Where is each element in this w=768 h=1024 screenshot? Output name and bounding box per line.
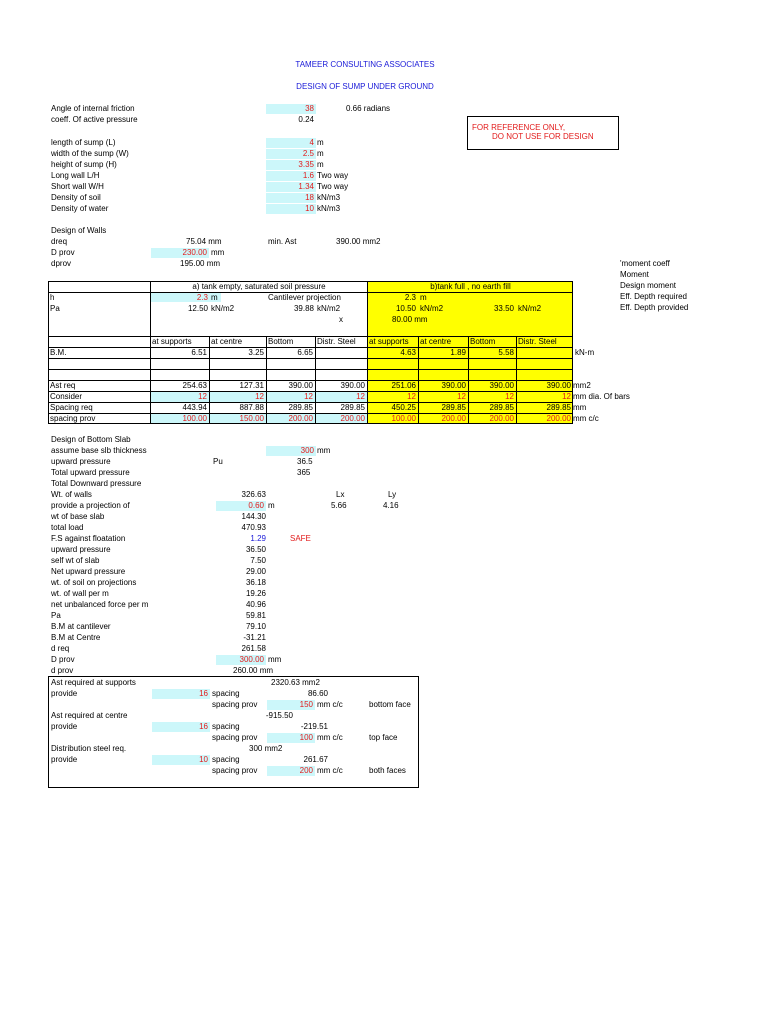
col-a-distr: Distr. Steel	[317, 337, 356, 346]
ka-label: coeff. Of active pressure	[51, 115, 138, 124]
lx-label: Lx	[336, 490, 345, 499]
spprov-unit: mm c/c	[573, 414, 599, 423]
face-3: both faces	[369, 766, 406, 775]
bm-b-supports: 4.63	[400, 348, 416, 357]
legend-design-moment: Design moment	[620, 281, 677, 290]
consider-label: Consider	[50, 392, 83, 401]
pa-a2: 39.88	[293, 304, 314, 313]
water-density-value[interactable]: 10	[266, 204, 316, 214]
height-label: height of sump (H)	[51, 160, 117, 169]
spprov-b-distr[interactable]: 200.00	[546, 414, 571, 423]
pa-a1: 12.50	[187, 304, 208, 313]
D-prov-value[interactable]: 300.00	[216, 655, 266, 665]
soil-density-label: Density of soil	[51, 193, 101, 202]
spacing-prov-3[interactable]: 200	[267, 766, 315, 776]
spacing-prov-label: spacing prov	[212, 700, 258, 709]
pa-label: Pa	[50, 304, 60, 313]
ast-centre-value: -915.50	[265, 711, 293, 720]
assume-unit: mm	[317, 446, 331, 455]
bm-a-bottom: 6.65	[297, 348, 313, 357]
ast-a-bottom: 390.00	[288, 381, 313, 390]
pa-b3: 80.00 mm	[392, 315, 428, 324]
h-a-unit: m	[211, 293, 218, 302]
spacing-prov-2[interactable]: 100	[267, 733, 315, 743]
distribution-value: 300 mm2	[249, 744, 283, 753]
projection-label: provide a projection of	[51, 501, 130, 510]
spreq-b-distr: 289.85	[546, 403, 571, 412]
slab-row-label: B.M at Centre	[51, 633, 101, 642]
spreq-a-supports: 443.94	[182, 403, 207, 412]
spacing-label: spacing	[212, 755, 240, 764]
provide-3-spacing: 261.67	[303, 755, 328, 764]
slab-row-value: -31.21	[243, 633, 266, 642]
slab-row-label: total load	[51, 523, 84, 532]
spreq-unit: mm	[573, 403, 587, 412]
slab-row-label: d req	[51, 644, 70, 653]
long-wall-label: Long wall L/H	[51, 171, 100, 180]
spprov-a-distr[interactable]: 200.00	[340, 414, 365, 423]
face-1: bottom face	[369, 700, 411, 709]
ast-b-supports: 251.06	[391, 381, 416, 390]
bm-label: B.M.	[50, 348, 67, 357]
provide-label: provide	[51, 755, 78, 764]
slab-row-label: net unbalanced force per m	[51, 600, 149, 609]
reinforcement-box	[48, 676, 419, 788]
pa-b2: 33.50	[493, 304, 514, 313]
consider-b-centre[interactable]: 12	[457, 392, 466, 401]
spprov-label: spacing prov	[50, 414, 96, 423]
pa-x: x	[339, 315, 343, 324]
pa-b2-unit: kN/m2	[518, 304, 542, 313]
D-prov-unit: mm	[268, 655, 282, 664]
h-b-value: 2.3	[404, 293, 416, 302]
provide-1-dia[interactable]: 16	[152, 689, 210, 699]
ast-a-supports: 254.63	[182, 381, 207, 390]
dprov-cap-value[interactable]: 230.00	[151, 248, 209, 258]
consider-b-supports[interactable]: 12	[407, 392, 416, 401]
spacing-label: spacing	[212, 722, 240, 731]
fs-floatation-value: 1.29	[250, 534, 266, 543]
consider-a-distr[interactable]: 12	[356, 392, 365, 401]
width-label: width of the sump (W)	[51, 149, 129, 158]
dprov-cap-label: D prov	[51, 248, 75, 257]
dprov-value: 195.00 mm	[180, 259, 221, 268]
slab-row-value: 29.00	[245, 567, 266, 576]
col-b-supports: at supports	[369, 337, 409, 346]
short-wall-label: Short wall W/H	[51, 182, 104, 191]
legend-moment: Moment	[620, 270, 649, 279]
spreq-a-bottom: 289.85	[288, 403, 313, 412]
ast-b-centre: 390.00	[441, 381, 466, 390]
disclaimer-box	[467, 116, 619, 150]
slab-row-value: 36.50	[245, 545, 266, 554]
walls-title: Design of Walls	[51, 226, 107, 235]
short-wall-note: Two way	[317, 182, 349, 191]
wt-walls-label: Wt. of walls	[51, 490, 92, 499]
spreq-a-centre: 887.88	[239, 403, 264, 412]
col-b-centre: at centre	[420, 337, 452, 346]
h-a-value[interactable]: 2.3	[196, 293, 208, 302]
min-ast-label: min. Ast	[268, 237, 297, 246]
spprov-a-bottom[interactable]: 200.00	[288, 414, 313, 423]
lx-value: 5.66	[331, 501, 347, 510]
water-density-label: Density of water	[51, 204, 109, 213]
spreq-b-centre: 289.85	[441, 403, 466, 412]
face-2: top face	[369, 733, 398, 742]
projection-value[interactable]: 0.60	[216, 501, 266, 511]
consider-b-bottom[interactable]: 12	[505, 392, 514, 401]
spreq-b-bottom: 289.85	[489, 403, 514, 412]
length-unit: m	[317, 138, 324, 147]
dreq-label: dreq	[51, 237, 68, 246]
page-subtitle: DESIGN OF SUMP UNDER GROUND	[296, 82, 434, 91]
ast-supports-value: 2320.63 mm2	[271, 678, 320, 687]
spprov-b-centre[interactable]: 200.00	[441, 414, 466, 423]
upward-label: upward pressure	[51, 457, 111, 466]
width-unit: m	[317, 149, 324, 158]
legend-eff-depth-prov: Eff. Depth provided	[620, 303, 689, 312]
slab-row-value: 261.58	[241, 644, 266, 653]
spacing-prov-1[interactable]: 150	[267, 700, 315, 710]
ast-label: Ast req	[50, 381, 76, 390]
soil-density-unit: kN/m3	[317, 193, 341, 202]
soil-density-value[interactable]: 18	[266, 193, 316, 203]
water-density-unit: kN/m3	[317, 204, 341, 213]
disclaimer-line2: DO NOT USE FOR DESIGN	[492, 132, 594, 141]
dprov-label: dprov	[51, 259, 72, 268]
consider-b-distr[interactable]: 12	[562, 392, 571, 401]
distribution-label: Distribution steel req.	[51, 744, 127, 753]
spreq-b-supports: 450.25	[391, 403, 416, 412]
slab-row-value: 144.30	[241, 512, 266, 521]
bm-a-supports: 6.51	[191, 348, 207, 357]
col-b-bottom: Bottom	[470, 337, 496, 346]
pa-b1-unit: kN/m2	[420, 304, 444, 313]
pa-a1-unit: kN/m2	[211, 304, 235, 313]
provide-3-dia[interactable]: 10	[152, 755, 210, 765]
ast-supports-label: Ast required at supports	[51, 678, 136, 687]
pa-a2-unit: kN/m2	[317, 304, 341, 313]
long-wall-note: Two way	[317, 171, 349, 180]
total-down-label: Total Downward pressure	[51, 479, 142, 488]
spacing-prov-label: spacing prov	[212, 733, 258, 742]
ast-a-centre: 127.31	[239, 381, 264, 390]
cantilever-label: Cantilever projection	[268, 293, 341, 302]
ast-a-distr: 390.00	[340, 381, 365, 390]
pu-label: Pu	[213, 457, 223, 466]
slab-row-label: Pa	[51, 611, 61, 620]
phi-label: Angle of internal friction	[51, 104, 135, 113]
height-unit: m	[317, 160, 324, 169]
dreq-value: 75.04 mm	[186, 237, 222, 246]
ast-b-distr: 390.00	[546, 381, 571, 390]
consider-a-centre[interactable]: 12	[255, 392, 264, 401]
assume-value[interactable]: 300	[266, 446, 316, 456]
slab-row-value: 7.50	[250, 556, 266, 565]
spprov-b-supports[interactable]: 100.00	[391, 414, 416, 423]
h-b-unit: m	[420, 293, 427, 302]
dprov-cap-unit: mm	[211, 248, 225, 257]
case-b-header: b)tank full , no earth fill	[430, 282, 511, 291]
short-wall-value: 1.34	[266, 182, 316, 192]
provide-1-spacing: 86.60	[307, 689, 328, 698]
width-value[interactable]: 2.5	[266, 149, 316, 159]
col-b-distr: Distr. Steel	[518, 337, 557, 346]
ast-centre-label: Ast required at centre	[51, 711, 128, 720]
case-a-header: a) tank empty, saturated soil pressure	[192, 282, 326, 291]
slab-row-label: B.M at cantilever	[51, 622, 111, 631]
slab-row-value: 79.10	[245, 622, 266, 631]
wt-walls-value: 326.63	[241, 490, 266, 499]
phi-radians: 0.66 radians	[346, 104, 391, 113]
provide-2-spacing: -219.51	[300, 722, 328, 731]
ast-b-bottom: 390.00	[489, 381, 514, 390]
provide-label: provide	[51, 689, 78, 698]
slab-row-label: wt. of soil on projections	[51, 578, 137, 587]
assume-label: assume base slb thickness	[51, 446, 147, 455]
spacing-label: spacing	[212, 689, 240, 698]
long-wall-value: 1.6	[266, 171, 316, 181]
ast-unit: mm2	[573, 381, 591, 390]
slab-row-value: 59.81	[245, 611, 266, 620]
ly-label: Ly	[388, 490, 397, 499]
mmcc-3: mm c/c	[317, 766, 343, 775]
slab-title: Design of Bottom Slab	[51, 435, 131, 444]
height-value[interactable]: 3.35	[266, 160, 316, 170]
spprov-a-supports[interactable]: 100.00	[182, 414, 207, 423]
total-up-value: 365	[297, 468, 311, 477]
total-up-label: Total upward pressure	[51, 468, 130, 477]
bm-unit: kN-m	[575, 348, 595, 357]
spacing-prov-label: spacing prov	[212, 766, 258, 775]
col-a-centre: at centre	[211, 337, 243, 346]
slab-row-value: 36.18	[245, 578, 266, 587]
slab-row-label: F.S against floatation	[51, 534, 126, 543]
d-prov-value: 260.00 mm	[233, 666, 274, 675]
slab-row-value: 19.26	[245, 589, 266, 598]
length-label: length of sump (L)	[51, 138, 116, 147]
bm-b-centre: 1.89	[450, 348, 466, 357]
consider-a-bottom[interactable]: 12	[304, 392, 313, 401]
slab-row-label: wt of base slab	[51, 512, 105, 521]
consider-unit: mm dia. Of bars	[573, 392, 630, 401]
ka-value: 0.24	[298, 115, 314, 124]
D-prov-label: D prov	[51, 655, 75, 664]
spprov-b-bottom[interactable]: 200.00	[489, 414, 514, 423]
disclaimer-line1: FOR REFERENCE ONLY,	[472, 123, 566, 132]
spreq-a-distr: 289.85	[340, 403, 365, 412]
spreq-label: Spacing req	[50, 403, 93, 412]
consider-a-supports[interactable]: 12	[198, 392, 207, 401]
length-value[interactable]: 4	[266, 138, 316, 148]
ly-value: 4.16	[383, 501, 399, 510]
slab-row-value: 40.96	[245, 600, 266, 609]
bm-b-bottom: 5.58	[498, 348, 514, 357]
mmcc-1: mm c/c	[317, 700, 343, 709]
mmcc-2: mm c/c	[317, 733, 343, 742]
col-a-supports: at supports	[152, 337, 192, 346]
slab-row-label: Net upward pressure	[51, 567, 126, 576]
safe-label: SAFE	[290, 534, 311, 543]
slab-row-label: wt. of wall per m	[51, 589, 109, 598]
pa-b1: 10.50	[395, 304, 416, 313]
col-a-bottom: Bottom	[268, 337, 294, 346]
min-ast-value: 390.00 mm2	[336, 237, 381, 246]
d-prov-label: d prov	[51, 666, 74, 675]
provide-2-dia[interactable]: 16	[152, 722, 210, 732]
legend-moment-coeff: 'moment coeff	[620, 259, 670, 268]
bm-a-centre: 3.25	[248, 348, 264, 357]
phi-value[interactable]: 38	[266, 104, 316, 114]
projection-unit: m	[268, 501, 275, 510]
spprov-a-centre[interactable]: 150.00	[239, 414, 264, 423]
pu-value: 36.5	[297, 457, 313, 466]
provide-label: provide	[51, 722, 78, 731]
legend-eff-depth-req: Eff. Depth required	[620, 292, 688, 301]
slab-row-label: upward pressure	[51, 545, 111, 554]
company-name: TAMEER CONSULTING ASSOCIATES	[295, 60, 435, 69]
h-label: h	[50, 293, 55, 302]
slab-row-label: self wt of slab	[51, 556, 100, 565]
slab-row-value: 470.93	[241, 523, 266, 532]
